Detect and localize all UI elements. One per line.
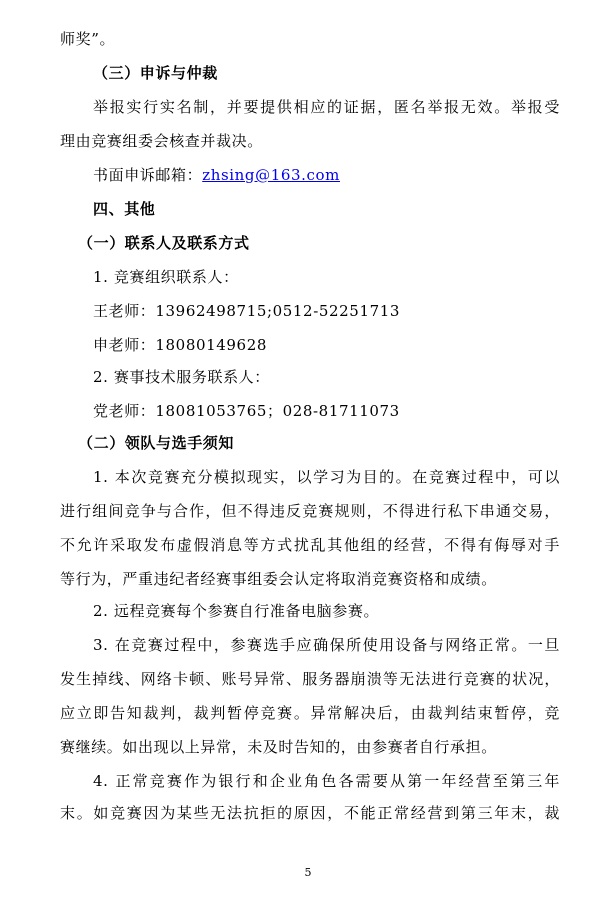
- contact-line: 1. 竞赛组织联系人：: [93, 268, 239, 286]
- paragraph-line: 等行为，严重违纪者经赛事组委会认定将取消竞赛资格和成绩。: [60, 570, 497, 588]
- paragraph-line: 4. 正常竞赛作为银行和企业角色各需要从第一年经营至第三年: [93, 772, 560, 790]
- paragraph-line: 赛继续。如出现以上异常，未及时告知的，由参赛者自行承担。: [60, 738, 497, 756]
- paragraph-line: 应立即告知裁判，裁判暂停竞赛。异常解决后，由裁判结束暂停，竞: [60, 704, 560, 722]
- email-line: [93, 164, 593, 186]
- paragraph-line: 1. 本次竞赛充分模拟现实，以学习为目的。在竞赛过程中，可以: [93, 468, 560, 486]
- paragraph-line: 进行组间竞争与合作，但不得违反竞赛规则，不得进行私下串通交易，: [60, 502, 560, 520]
- contact-line: 王老师：13962498715;0512-52251713: [93, 302, 401, 320]
- email-label: 书面申诉邮箱：: [93, 166, 203, 184]
- paragraph-line: 举报实行实名制，并要提供相应的证据，匿名举报无效。举报受: [93, 98, 560, 116]
- page-number: 5: [304, 866, 312, 879]
- contact-line: 申老师：18080149628: [93, 336, 267, 354]
- paragraph-line: 理由竞赛组委会核查并裁决。: [60, 132, 263, 150]
- paragraph-line: 不允许采取发布虚假消息等方式扰乱其他组的经营，不得有侮辱对手: [60, 536, 560, 554]
- paragraph-line: 3. 在竞赛过程中，参赛选手应确保所使用设备与网络正常。一旦: [93, 636, 560, 654]
- subsection-heading-1: （一）联系人及联系方式: [78, 234, 250, 252]
- section-heading-4: 四、其他: [93, 200, 156, 218]
- email-link[interactable]: zhsing@163.com: [202, 166, 340, 184]
- line-0: 师奖”。: [60, 30, 116, 48]
- subsection-heading-2: （二）领队与选手须知: [78, 434, 235, 452]
- paragraph-line: 2. 远程竞赛每个参赛自行准备电脑参赛。: [93, 602, 380, 620]
- paragraph-line: 末。如竞赛因为某些无法抗拒的原因，不能正常经营到第三年末，裁: [60, 804, 560, 822]
- section-heading-3: （三）申诉与仲裁: [93, 64, 218, 82]
- contact-line: 党老师：18081053765；028-81711073: [93, 402, 400, 420]
- paragraph-line: 发生掉线、网络卡顿、账号异常、服务器崩溃等无法进行竞赛的状况，: [60, 670, 560, 688]
- contact-line: 2. 赛事技术服务联系人：: [93, 368, 270, 386]
